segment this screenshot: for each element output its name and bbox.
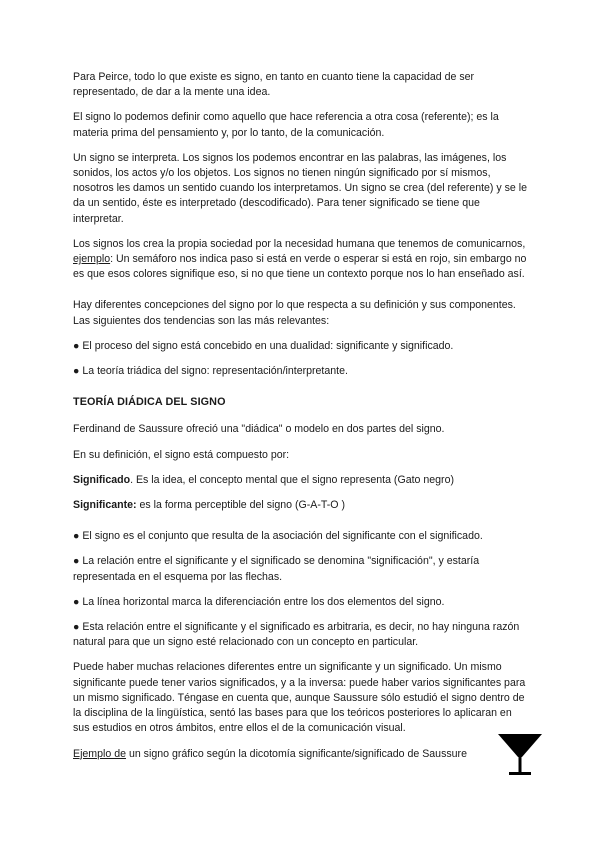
example-link[interactable]: ejemplo bbox=[73, 253, 111, 266]
text-significante: es la forma perceptible del signo (G-A-T-O ) bbox=[136, 499, 345, 512]
bullet-signification: ● La relación entre el significante y el significado se denomina "significación", y estaría representada en el esquema por las flechas. bbox=[73, 555, 480, 583]
cocktail-glass-icon bbox=[497, 733, 543, 779]
term-significado: Significado bbox=[73, 473, 131, 486]
paragraph-composition: En su definición, el signo está compuesto por: bbox=[73, 448, 290, 461]
document-body bbox=[73, 70, 531, 772]
paragraph-relations: Puede haber muchas relaciones diferentes entre un significante y un significado. Un mismo significante puede tener varios significados, y a la inversa: puede haber varios significantes para un mismo significado. Téngase en cuenta que, aunque Saussure sólo estudió el signo dentro de la disciplina de la lingüística, sentó las bases para que los teóricos posteriores lo aplicaran en sus estudios en otros ámbitos, entre ellos el de la comunicación visual. bbox=[73, 661, 526, 735]
paragraph-sign-definition: El signo lo podemos definir como aquello que hace referencia a otra cosa (referente); es la materia prima del pensamiento y, por lo tanto, de la comunicación. bbox=[73, 111, 499, 139]
paragraph-saussure: Ferdinand de Saussure ofreció una "diádica" o modelo en dos partes del signo. bbox=[73, 423, 445, 436]
definition-significado bbox=[73, 473, 531, 488]
society-text-after: : Un semáforo nos indica paso si está en verde o esperar si está en rojo, sin embargo no es que esos colores signifique eso, si no que tiene un contexto porque nos lo han enseñado así. bbox=[73, 253, 527, 281]
bullet-horizontal-line: ● La línea horizontal marca la diferenciación entre los dos elementos del signo. bbox=[73, 595, 445, 608]
definition-significante bbox=[73, 498, 531, 513]
text-significado: . Es la idea, el concepto mental que el signo representa (Gato negro) bbox=[130, 473, 454, 486]
bullet-duality: ● El proceso del signo está concebido en una dualidad: significante y significado. bbox=[73, 339, 454, 352]
graphic-example-link[interactable]: Ejemplo de bbox=[73, 747, 126, 760]
bullet-triadic: ● La teoría triádica del signo: representación/interpretante. bbox=[73, 365, 348, 378]
section-heading: TEORÍA DIÁDICA DEL SIGNO bbox=[73, 396, 226, 409]
paragraph-graphic-example bbox=[73, 747, 531, 762]
paragraph-interpretation: Un signo se interpreta. Los signos los podemos encontrar en las palabras, las imágenes, los sonidos, los actos y/o los objetos. Los signos no tienen ningún significado por sí mismos, nosotros les damos un sentido cuando los interpretamos. Un signo se crea (del referente) y se le da un sentido, éste es interpretado (descodificado). Para tener significado se tiene que interpretar. bbox=[73, 151, 528, 225]
bullet-association: ● El signo es el conjunto que resulta de la asociación del significante con el significado. bbox=[73, 530, 483, 543]
bullet-arbitrary: ● Esta relación entre el significante y el significado es arbitraria, es decir, no hay ninguna razón natural para que un signo esté relacionado con un concepto en particular. bbox=[73, 621, 520, 649]
society-text-before: Los signos los crea la propia sociedad por la necesidad humana que tenemos de comunicarnos, bbox=[73, 237, 526, 250]
graphic-example-text: un signo gráfico según la dicotomía significante/significado de Saussure bbox=[126, 747, 467, 760]
term-significante: Significante: bbox=[73, 499, 137, 512]
paragraph-society bbox=[73, 237, 531, 283]
paragraph-conceptions: Hay diferentes concepciones del signo por lo que respecta a su definición y sus componentes. Las siguientes dos tendencias son las más relevantes: bbox=[73, 299, 516, 327]
paragraph-peirce: Para Peirce, todo lo que existe es signo, en tanto en cuanto tiene la capacidad de ser representado, de dar a la mente una idea. bbox=[73, 71, 475, 99]
